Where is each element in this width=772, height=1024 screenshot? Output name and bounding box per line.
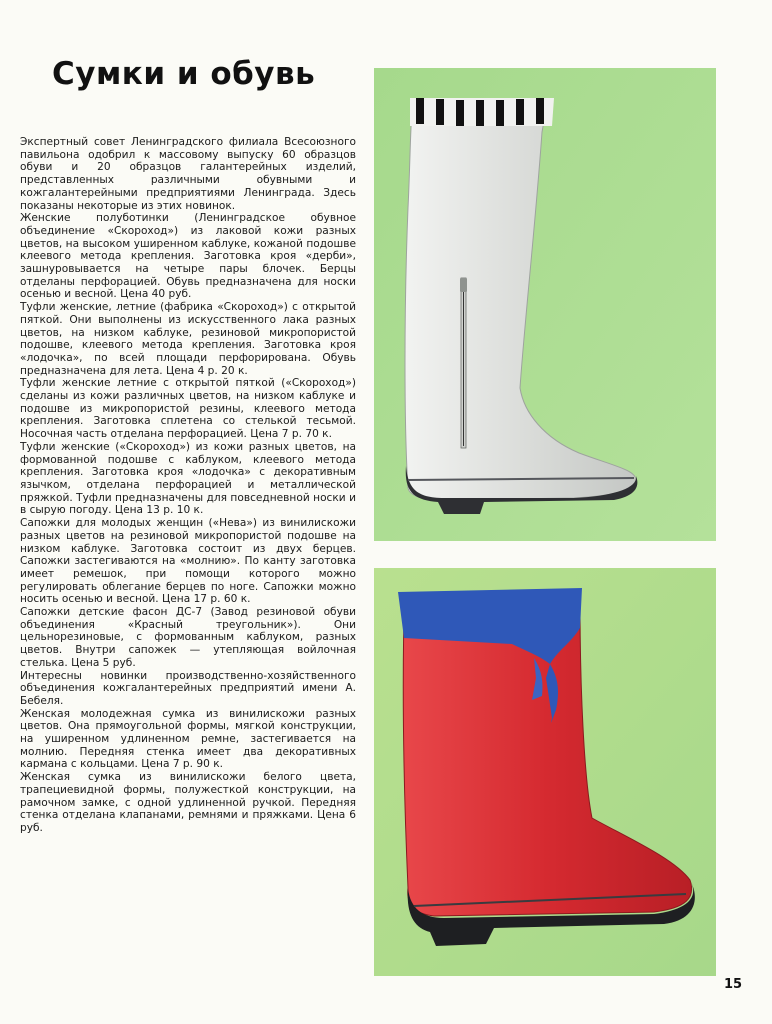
article-paragraph: Женская молодежная сумка из винилискожи разных цветов. Она прямоугольной формы, мягкой конструкции, на уширенном удлиненном ремне, застегивается на молнию. Передняя стенка имеет два декоративных кармана с кольцами. Цена 7 р. 90 к. xyxy=(20,707,356,771)
article-paragraph: Женская сумка из винилискожи белого цвета, трапециевидной формы, полужесткой конструкции, на рамочном замке, с одной удлиненной ручкой. Передняя стенка отделана клапанами, ремнями и пряжками. Цена 6 руб. xyxy=(20,771,356,834)
red-boot-photo xyxy=(374,568,716,976)
article-paragraph: Туфли женские, летние (фабрика «Скороход») с открытой пяткой. Они выполнены из искусственного лака разных цветов, на низком каблуке, резиновой микропористой подошве, клеевого метода крепления. Заготовка кроя «лодочка», по всей площади перфорирована. Обувь предназначена для лета. Цена 4 р. 20 к. xyxy=(20,301,356,377)
page-title: Сумки и обувь xyxy=(52,56,316,92)
article-paragraph: Экспертный совет Ленинградского филиала Всесоюзного павильона одобрил к массовому выпуску 60 образцов обуви и 20 образцов галантерейных изделий, представленных различными обувными и кожгалантерейными предприятиями Ленинграда. Здесь показаны некоторые из этих новинок. xyxy=(20,136,356,212)
article-paragraph: Туфли женские («Скороход») из кожи разных цветов, на формованной подошве с каблуком, клеевого метода крепления. Заготовка кроя «лодочка» с декоративным язычком, отделана перфорацией и металлической пряжкой. Туфли предназначены для повседневной носки и в сырую погоду. Цена 13 р. 10 к. xyxy=(20,440,356,517)
article-paragraph: Туфли женские летние с открытой пяткой («Скороход») сделаны из кожи различных цветов, на низком каблуке и подошве из микропористой резины, клеевого метода крепления. Заготовка сплетена со стелькой тесьмой. Носочная часть отделана перфорацией. Цена 7 р. 70 к. xyxy=(20,377,356,441)
article-paragraph: Сапожки детские фасон ДС-7 (Завод резиновой обуви объединения «Красный треугольник»). Они цельнорезиновые, с формованным каблуком, разных цветов. Внутри сапожек — утепляющая войлочная стелька. Цена 5 руб. xyxy=(20,606,356,669)
white-boot-illustration xyxy=(374,68,716,541)
article-paragraph: Интересны новинки производственно-хозяйственного объединения кожгалантерейных предприятий имени А. Бебеля. xyxy=(20,669,356,707)
boot-cuff-stripes xyxy=(410,98,554,126)
white-boot-photo xyxy=(374,68,716,541)
red-boot-illustration xyxy=(374,568,716,976)
article-paragraph: Сапожки для молодых женщин («Нева») из винилискожи разных цветов на резиновой микропористой подошве на низком каблуке. Заготовка состоит из двух берцев. Сапожки застегиваются на «молнию». По канту заготовка имеет ремешок, при помощи которого можно регулировать облегание берцев по ноге. Сапожки можно носить осенью и весной. Цена 17 р. 60 к. xyxy=(20,517,356,606)
article-paragraph: Женские полуботинки (Ленинградское обувное объединение «Скороход») из лаковой кожи разных цветов, на высоком уширенном каблуке, кожаной подошве клеевого метода крепления. Заготовка кроя «дерби», зашнуровывается на четыре пары блочек. Берцы отделаны перфорацией. Обувь предназначена для носки осенью и весной. Цена 40 руб. xyxy=(20,212,356,301)
page-number: 15 xyxy=(724,977,743,992)
boot-zipper xyxy=(460,278,467,448)
article-text xyxy=(20,136,356,982)
